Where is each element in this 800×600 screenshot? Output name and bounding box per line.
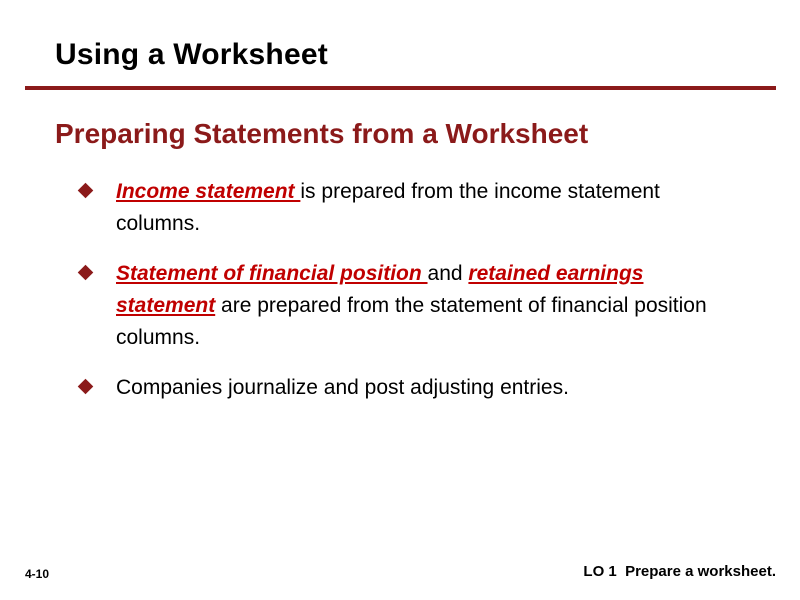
bullet-item-income-statement bbox=[78, 176, 738, 240]
diamond-bullet-icon bbox=[78, 379, 94, 395]
term-retained-earnings-statement: retained earnings statement bbox=[116, 262, 644, 317]
term-income-statement: Income statement bbox=[116, 180, 301, 203]
bullet-item-adjusting-entries bbox=[78, 372, 738, 404]
bullet-text: is prepared from the income statement columns. bbox=[116, 180, 660, 235]
slide-subtitle: Preparing Statements from a Worksheet bbox=[55, 118, 589, 149]
learning-objective-label: LO 1 Prepare a worksheet. bbox=[583, 563, 776, 580]
bullet-text: Companies journalize and post adjusting entries. bbox=[116, 376, 569, 399]
bullet-text: are prepared from the statement of financial position columns. bbox=[116, 294, 707, 349]
term-statement-of-financial-position: Statement of financial position bbox=[116, 262, 428, 285]
bullet-connector: and bbox=[427, 262, 469, 285]
bullet-item-financial-position bbox=[78, 258, 738, 354]
diamond-bullet-icon bbox=[78, 265, 94, 281]
slide-title: Using a Worksheet bbox=[55, 38, 328, 71]
title-divider bbox=[25, 86, 776, 90]
page-number: 4-10 bbox=[25, 567, 50, 581]
diamond-bullet-icon bbox=[78, 183, 94, 199]
bullet-list bbox=[78, 176, 738, 422]
